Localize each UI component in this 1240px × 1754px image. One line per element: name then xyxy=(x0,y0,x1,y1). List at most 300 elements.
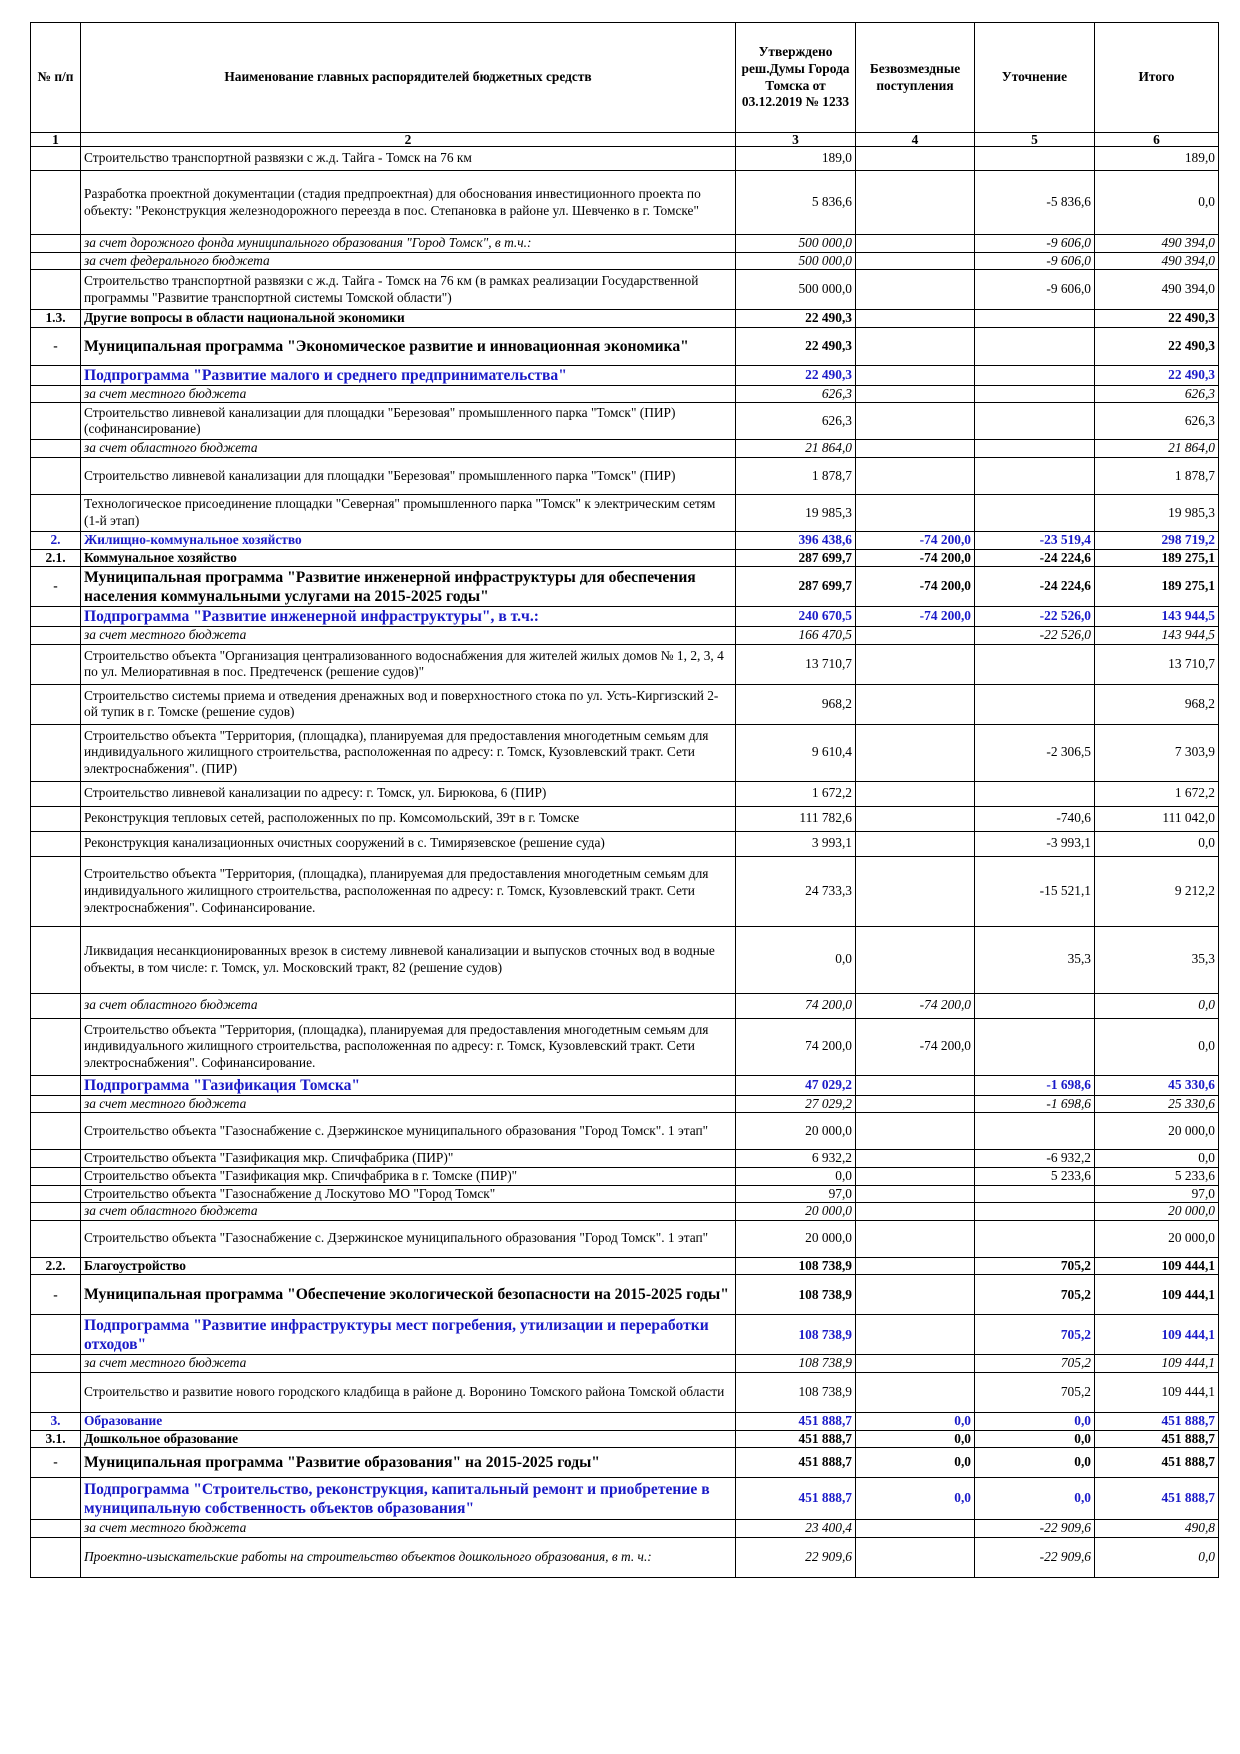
table-row xyxy=(31,365,1219,385)
table-row xyxy=(31,310,1219,328)
row-name: за счет областного бюджета xyxy=(81,440,736,458)
row-approved: 108 738,9 xyxy=(736,1372,856,1412)
row-total: 21 864,0 xyxy=(1095,440,1219,458)
table-row xyxy=(31,627,1219,645)
row-name: Подпрограмма "Развитие инфраструктуры мест погребения, утилизации и переработки отходов" xyxy=(81,1315,736,1355)
row-grants xyxy=(856,644,975,684)
row-number xyxy=(31,1372,81,1412)
row-name: Разработка проектной документации (стадия предпроектная) для обоснования инвестиционного проекта по объекту: "Реконструкция железнодорожного переезда в пос. Степановка в районе ул. Шевченко в г. Томске" xyxy=(81,171,736,235)
row-number xyxy=(31,1150,81,1168)
row-total: 298 719,2 xyxy=(1095,531,1219,549)
row-total: 0,0 xyxy=(1095,831,1219,856)
header-adjustment: Уточнение xyxy=(975,23,1095,133)
row-adjustment: -3 993,1 xyxy=(975,831,1095,856)
table-row xyxy=(31,385,1219,403)
row-grants xyxy=(856,1113,975,1150)
row-number: 2. xyxy=(31,531,81,549)
row-number: - xyxy=(31,567,81,607)
budget-table-page xyxy=(30,22,1218,1578)
row-adjustment xyxy=(975,365,1095,385)
row-name: Ликвидация несанкционированных врезок в систему ливневой канализации и выпусков сточных вод в водные объекты, в том числе: г. Томск, ул. Московский тракт, 82 (решение судов) xyxy=(81,926,736,993)
row-approved: 24 733,3 xyxy=(736,856,856,926)
row-number: 3.1. xyxy=(31,1430,81,1448)
row-adjustment: 705,2 xyxy=(975,1275,1095,1315)
row-grants xyxy=(856,365,975,385)
table-row xyxy=(31,1095,1219,1113)
row-approved: 74 200,0 xyxy=(736,1018,856,1075)
row-approved: 0,0 xyxy=(736,1167,856,1185)
row-grants xyxy=(856,1203,975,1221)
header-row xyxy=(31,23,1219,133)
row-adjustment: -5 836,6 xyxy=(975,171,1095,235)
row-approved: 0,0 xyxy=(736,926,856,993)
row-grants xyxy=(856,403,975,440)
row-name: Образование xyxy=(81,1412,736,1430)
row-total: 109 444,1 xyxy=(1095,1355,1219,1373)
row-name: Муниципальная программа "Развитие образования" на 2015-2025 годы" xyxy=(81,1448,736,1478)
table-row xyxy=(31,494,1219,531)
table-row xyxy=(31,1430,1219,1448)
row-number: 2.1. xyxy=(31,549,81,567)
row-grants xyxy=(856,494,975,531)
row-approved: 22 490,3 xyxy=(736,365,856,385)
row-adjustment xyxy=(975,457,1095,494)
row-total: 35,3 xyxy=(1095,926,1219,993)
row-number xyxy=(31,1185,81,1203)
row-number xyxy=(31,385,81,403)
row-grants xyxy=(856,1537,975,1577)
row-adjustment: -22 526,0 xyxy=(975,627,1095,645)
table-row xyxy=(31,806,1219,831)
row-number xyxy=(31,1355,81,1373)
row-total: 626,3 xyxy=(1095,385,1219,403)
row-total: 1 878,7 xyxy=(1095,457,1219,494)
table-row xyxy=(31,993,1219,1018)
table-row xyxy=(31,856,1219,926)
row-approved: 968,2 xyxy=(736,684,856,724)
row-grants xyxy=(856,1150,975,1168)
row-adjustment: -15 521,1 xyxy=(975,856,1095,926)
row-number xyxy=(31,724,81,781)
row-total: 189 275,1 xyxy=(1095,549,1219,567)
row-name: Строительство объекта "Территория, (площадка), планируемая для предоставления многодетным семьям для индивидуального жилищного строительства, расположенная по адресу: г. Томск, Кузовлевский тракт. Сети электроснабжения". Софинансирование. xyxy=(81,856,736,926)
table-row xyxy=(31,1478,1219,1520)
row-grants xyxy=(856,1167,975,1185)
row-total: 22 490,3 xyxy=(1095,310,1219,328)
row-adjustment xyxy=(975,147,1095,171)
row-grants: -74 200,0 xyxy=(856,607,975,627)
row-adjustment: 0,0 xyxy=(975,1430,1095,1448)
row-number xyxy=(31,806,81,831)
row-total: 490 394,0 xyxy=(1095,235,1219,253)
table-row xyxy=(31,171,1219,235)
row-approved: 47 029,2 xyxy=(736,1075,856,1095)
column-index-row xyxy=(31,133,1219,147)
row-adjustment xyxy=(975,1203,1095,1221)
row-total: 25 330,6 xyxy=(1095,1095,1219,1113)
table-row xyxy=(31,549,1219,567)
row-approved: 6 932,2 xyxy=(736,1150,856,1168)
row-adjustment: -1 698,6 xyxy=(975,1075,1095,1095)
row-adjustment xyxy=(975,993,1095,1018)
row-approved: 13 710,7 xyxy=(736,644,856,684)
row-total: 189,0 xyxy=(1095,147,1219,171)
row-name: за счет местного бюджета xyxy=(81,1520,736,1538)
row-total: 0,0 xyxy=(1095,171,1219,235)
row-number xyxy=(31,1537,81,1577)
row-total: 189 275,1 xyxy=(1095,567,1219,607)
row-adjustment: -23 519,4 xyxy=(975,531,1095,549)
table-row xyxy=(31,1203,1219,1221)
row-total: 22 490,3 xyxy=(1095,327,1219,365)
row-adjustment: -2 306,5 xyxy=(975,724,1095,781)
row-name: Коммунальное хозяйство xyxy=(81,549,736,567)
row-adjustment: -6 932,2 xyxy=(975,1150,1095,1168)
row-number xyxy=(31,644,81,684)
column-index: 5 xyxy=(975,133,1095,147)
row-grants xyxy=(856,926,975,993)
row-number xyxy=(31,781,81,806)
row-name: Другие вопросы в области национальной экономики xyxy=(81,310,736,328)
row-name: за счет местного бюджета xyxy=(81,1095,736,1113)
row-adjustment xyxy=(975,1113,1095,1150)
row-name: Строительство объекта "Газоснабжение с. Дзержинское муниципального образования "Город Томск". 1 этап" xyxy=(81,1113,736,1150)
row-grants xyxy=(856,440,975,458)
row-adjustment xyxy=(975,1018,1095,1075)
table-row xyxy=(31,1372,1219,1412)
row-grants xyxy=(856,1185,975,1203)
row-number xyxy=(31,856,81,926)
row-adjustment xyxy=(975,781,1095,806)
row-name: Строительство системы приема и отведения дренажных вод и поверхностного стока по ул. Усть-Киргизский 2-ой тупик в г. Томске (решение судов) xyxy=(81,684,736,724)
row-name: Строительство ливневой канализации по адресу: г. Томск, ул. Бирюкова, 6 (ПИР) xyxy=(81,781,736,806)
table-row xyxy=(31,1412,1219,1430)
row-grants: 0,0 xyxy=(856,1448,975,1478)
column-index: 1 xyxy=(31,133,81,147)
row-grants xyxy=(856,724,975,781)
row-total: 968,2 xyxy=(1095,684,1219,724)
row-grants: -74 200,0 xyxy=(856,993,975,1018)
table-row xyxy=(31,926,1219,993)
row-name: Благоустройство xyxy=(81,1257,736,1275)
row-name: Строительство ливневой канализации для площадки "Березовая" промышленного парка "Томск" (ПИР) (софинансирование) xyxy=(81,403,736,440)
row-total: 97,0 xyxy=(1095,1185,1219,1203)
row-total: 13 710,7 xyxy=(1095,644,1219,684)
row-approved: 22 490,3 xyxy=(736,327,856,365)
row-total: 451 888,7 xyxy=(1095,1478,1219,1520)
row-number xyxy=(31,1520,81,1538)
row-name: Жилищно-коммунальное хозяйство xyxy=(81,531,736,549)
row-adjustment: -9 606,0 xyxy=(975,270,1095,310)
row-grants xyxy=(856,856,975,926)
header-approved: Утверждено реш.Думы Города Томска от 03.12.2019 № 1233 xyxy=(736,23,856,133)
row-grants xyxy=(856,1220,975,1257)
row-number xyxy=(31,171,81,235)
row-number: 1.3. xyxy=(31,310,81,328)
row-approved: 74 200,0 xyxy=(736,993,856,1018)
row-adjustment: -9 606,0 xyxy=(975,252,1095,270)
table-row xyxy=(31,1220,1219,1257)
row-adjustment: -9 606,0 xyxy=(975,235,1095,253)
column-index: 2 xyxy=(81,133,736,147)
row-number xyxy=(31,252,81,270)
row-adjustment: 705,2 xyxy=(975,1372,1095,1412)
table-row xyxy=(31,147,1219,171)
row-total: 45 330,6 xyxy=(1095,1075,1219,1095)
row-approved: 21 864,0 xyxy=(736,440,856,458)
row-name: за счет местного бюджета xyxy=(81,385,736,403)
row-total: 5 233,6 xyxy=(1095,1167,1219,1185)
row-total: 7 303,9 xyxy=(1095,724,1219,781)
row-grants xyxy=(856,831,975,856)
row-number xyxy=(31,235,81,253)
row-grants xyxy=(856,1257,975,1275)
row-adjustment: -22 909,6 xyxy=(975,1520,1095,1538)
table-row xyxy=(31,1275,1219,1315)
row-number: - xyxy=(31,327,81,365)
row-name: Реконструкция тепловых сетей, расположенных по пр. Комсомольский, 39т в г. Томске xyxy=(81,806,736,831)
row-grants xyxy=(856,684,975,724)
row-adjustment xyxy=(975,644,1095,684)
row-approved: 108 738,9 xyxy=(736,1315,856,1355)
row-adjustment: -22 909,6 xyxy=(975,1537,1095,1577)
row-approved: 1 672,2 xyxy=(736,781,856,806)
row-adjustment: -22 526,0 xyxy=(975,607,1095,627)
row-approved: 451 888,7 xyxy=(736,1448,856,1478)
row-grants xyxy=(856,1372,975,1412)
row-total: 490 394,0 xyxy=(1095,270,1219,310)
row-total: 22 490,3 xyxy=(1095,365,1219,385)
row-name: Строительство объекта "Газификация мкр. Спичфабрика в г. Томске (ПИР)" xyxy=(81,1167,736,1185)
row-grants xyxy=(856,457,975,494)
column-index: 3 xyxy=(736,133,856,147)
row-total: 451 888,7 xyxy=(1095,1448,1219,1478)
row-total: 109 444,1 xyxy=(1095,1315,1219,1355)
row-approved: 97,0 xyxy=(736,1185,856,1203)
row-grants xyxy=(856,1520,975,1538)
row-name: Строительство объекта "Организация централизованного водоснабжения для жителей жилых домов № 1, 2, 3, 4 по ул. Мелиоративная в пос. Предтеченск (решение судов)" xyxy=(81,644,736,684)
row-total: 143 944,5 xyxy=(1095,607,1219,627)
row-adjustment: 5 233,6 xyxy=(975,1167,1095,1185)
row-name: Строительство транспортной развязки с ж.д. Тайга - Томск на 76 км xyxy=(81,147,736,171)
row-name: Строительство объекта "Территория, (площадка), планируемая для предоставления многодетным семьям для индивидуального жилищного строительства, расположенная по адресу: г. Томск, Кузовлевский тракт. Сети электроснабжения". Софинансирование. xyxy=(81,1018,736,1075)
row-adjustment xyxy=(975,1220,1095,1257)
table-row xyxy=(31,403,1219,440)
row-adjustment: -740,6 xyxy=(975,806,1095,831)
row-approved: 189,0 xyxy=(736,147,856,171)
row-number: 3. xyxy=(31,1412,81,1430)
row-approved: 287 699,7 xyxy=(736,549,856,567)
row-name: Дошкольное образование xyxy=(81,1430,736,1448)
row-adjustment: 705,2 xyxy=(975,1257,1095,1275)
row-approved: 108 738,9 xyxy=(736,1275,856,1315)
row-grants: 0,0 xyxy=(856,1412,975,1430)
row-grants xyxy=(856,781,975,806)
row-number xyxy=(31,684,81,724)
row-approved: 20 000,0 xyxy=(736,1203,856,1221)
row-total: 0,0 xyxy=(1095,1018,1219,1075)
row-name: за счет местного бюджета xyxy=(81,1355,736,1373)
table-row xyxy=(31,1520,1219,1538)
row-grants xyxy=(856,1315,975,1355)
row-grants xyxy=(856,806,975,831)
row-name: за счет дорожного фонда муниципального образования "Город Томск", в т.ч.: xyxy=(81,235,736,253)
row-number xyxy=(31,926,81,993)
row-approved: 20 000,0 xyxy=(736,1113,856,1150)
row-name: Строительство транспортной развязки с ж.д. Тайга - Томск на 76 км (в рамках реализации Государственной программы "Развитие транспортной системы Томской области") xyxy=(81,270,736,310)
row-approved: 108 738,9 xyxy=(736,1355,856,1373)
row-total: 20 000,0 xyxy=(1095,1113,1219,1150)
row-number xyxy=(31,831,81,856)
row-name: Подпрограмма "Газификация Томска" xyxy=(81,1075,736,1095)
row-total: 143 944,5 xyxy=(1095,627,1219,645)
table-row xyxy=(31,1167,1219,1185)
header-number: № п/п xyxy=(31,23,81,133)
row-adjustment xyxy=(975,403,1095,440)
row-name: за счет областного бюджета xyxy=(81,1203,736,1221)
table-row xyxy=(31,252,1219,270)
row-adjustment: 705,2 xyxy=(975,1355,1095,1373)
row-name: Муниципальная программа "Экономическое развитие и инновационная экономика" xyxy=(81,327,736,365)
row-number xyxy=(31,440,81,458)
row-total: 490 394,0 xyxy=(1095,252,1219,270)
table-row xyxy=(31,607,1219,627)
row-grants xyxy=(856,1355,975,1373)
row-approved: 22 909,6 xyxy=(736,1537,856,1577)
table-row xyxy=(31,1537,1219,1577)
row-grants xyxy=(856,310,975,328)
row-grants: -74 200,0 xyxy=(856,567,975,607)
row-number xyxy=(31,1220,81,1257)
row-name: Подпрограмма "Развитие инженерной инфраструктуры", в т.ч.: xyxy=(81,607,736,627)
row-grants xyxy=(856,171,975,235)
row-total: 109 444,1 xyxy=(1095,1275,1219,1315)
row-number: - xyxy=(31,1275,81,1315)
row-adjustment xyxy=(975,1185,1095,1203)
row-grants: -74 200,0 xyxy=(856,549,975,567)
row-number xyxy=(31,494,81,531)
row-adjustment: 0,0 xyxy=(975,1412,1095,1430)
row-name: Проектно-изыскательские работы на строительство объектов дошкольного образования, в т. ч.: xyxy=(81,1537,736,1577)
table-row xyxy=(31,327,1219,365)
row-approved: 451 888,7 xyxy=(736,1430,856,1448)
row-total: 0,0 xyxy=(1095,1537,1219,1577)
row-adjustment: -1 698,6 xyxy=(975,1095,1095,1113)
table-row xyxy=(31,644,1219,684)
row-grants xyxy=(856,627,975,645)
row-name: Реконструкция канализационных очистных сооружений в с. Тимирязевское (решение суда) xyxy=(81,831,736,856)
table-row xyxy=(31,1448,1219,1478)
table-body xyxy=(31,147,1219,1578)
row-approved: 287 699,7 xyxy=(736,567,856,607)
table-row xyxy=(31,1113,1219,1150)
table-row xyxy=(31,1355,1219,1373)
row-number xyxy=(31,365,81,385)
row-approved: 500 000,0 xyxy=(736,270,856,310)
row-grants: -74 200,0 xyxy=(856,531,975,549)
row-approved: 500 000,0 xyxy=(736,235,856,253)
row-number xyxy=(31,1113,81,1150)
table-row xyxy=(31,270,1219,310)
row-number xyxy=(31,993,81,1018)
row-approved: 22 490,3 xyxy=(736,310,856,328)
row-number xyxy=(31,1018,81,1075)
row-name: за счет местного бюджета xyxy=(81,627,736,645)
row-approved: 9 610,4 xyxy=(736,724,856,781)
row-approved: 626,3 xyxy=(736,403,856,440)
row-number xyxy=(31,627,81,645)
header-name: Наименование главных распорядителей бюджетных средств xyxy=(81,23,736,133)
row-name: за счет федерального бюджета xyxy=(81,252,736,270)
table-row xyxy=(31,1315,1219,1355)
row-approved: 27 029,2 xyxy=(736,1095,856,1113)
row-approved: 500 000,0 xyxy=(736,252,856,270)
row-approved: 240 670,5 xyxy=(736,607,856,627)
row-approved: 451 888,7 xyxy=(736,1478,856,1520)
row-name: Подпрограмма "Развитие малого и среднего предпринимательства" xyxy=(81,365,736,385)
row-approved: 5 836,6 xyxy=(736,171,856,235)
row-total: 9 212,2 xyxy=(1095,856,1219,926)
row-number xyxy=(31,147,81,171)
row-adjustment xyxy=(975,684,1095,724)
table-row xyxy=(31,1257,1219,1275)
row-total: 111 042,0 xyxy=(1095,806,1219,831)
row-total: 451 888,7 xyxy=(1095,1430,1219,1448)
row-number xyxy=(31,270,81,310)
row-grants xyxy=(856,1275,975,1315)
table-row xyxy=(31,1150,1219,1168)
table-row xyxy=(31,1075,1219,1095)
row-grants xyxy=(856,270,975,310)
row-name: Строительство объекта "Территория, (площадка), планируемая для предоставления многодетным семьям для индивидуального жилищного строительства, расположенная по адресу: г. Томск, Кузовлевский тракт. Сети электроснабжения". (ПИР) xyxy=(81,724,736,781)
budget-table xyxy=(30,22,1219,1578)
row-total: 1 672,2 xyxy=(1095,781,1219,806)
row-number: - xyxy=(31,1448,81,1478)
row-approved: 451 888,7 xyxy=(736,1412,856,1430)
row-approved: 166 470,5 xyxy=(736,627,856,645)
row-number xyxy=(31,1478,81,1520)
table-row xyxy=(31,831,1219,856)
row-name: за счет областного бюджета xyxy=(81,993,736,1018)
row-adjustment: 0,0 xyxy=(975,1448,1095,1478)
table-row xyxy=(31,1185,1219,1203)
row-adjustment: 35,3 xyxy=(975,926,1095,993)
row-name: Строительство объекта "Газификация мкр. Спичфабрика (ПИР)" xyxy=(81,1150,736,1168)
row-adjustment: -24 224,6 xyxy=(975,549,1095,567)
row-grants xyxy=(856,252,975,270)
table-row xyxy=(31,684,1219,724)
row-adjustment xyxy=(975,385,1095,403)
row-number xyxy=(31,607,81,627)
row-total: 490,8 xyxy=(1095,1520,1219,1538)
row-total: 20 000,0 xyxy=(1095,1203,1219,1221)
table-row xyxy=(31,457,1219,494)
row-grants: 0,0 xyxy=(856,1478,975,1520)
row-grants xyxy=(856,235,975,253)
table-row xyxy=(31,531,1219,549)
row-grants: 0,0 xyxy=(856,1430,975,1448)
row-number xyxy=(31,1167,81,1185)
row-adjustment xyxy=(975,310,1095,328)
table-row xyxy=(31,235,1219,253)
row-name: Строительство объекта "Газоснабжение с. Дзержинское муниципального образования "Город Томск". 1 этап" xyxy=(81,1220,736,1257)
row-number xyxy=(31,1075,81,1095)
row-number xyxy=(31,1203,81,1221)
row-total: 109 444,1 xyxy=(1095,1372,1219,1412)
row-approved: 3 993,1 xyxy=(736,831,856,856)
row-adjustment xyxy=(975,440,1095,458)
table-row xyxy=(31,1018,1219,1075)
